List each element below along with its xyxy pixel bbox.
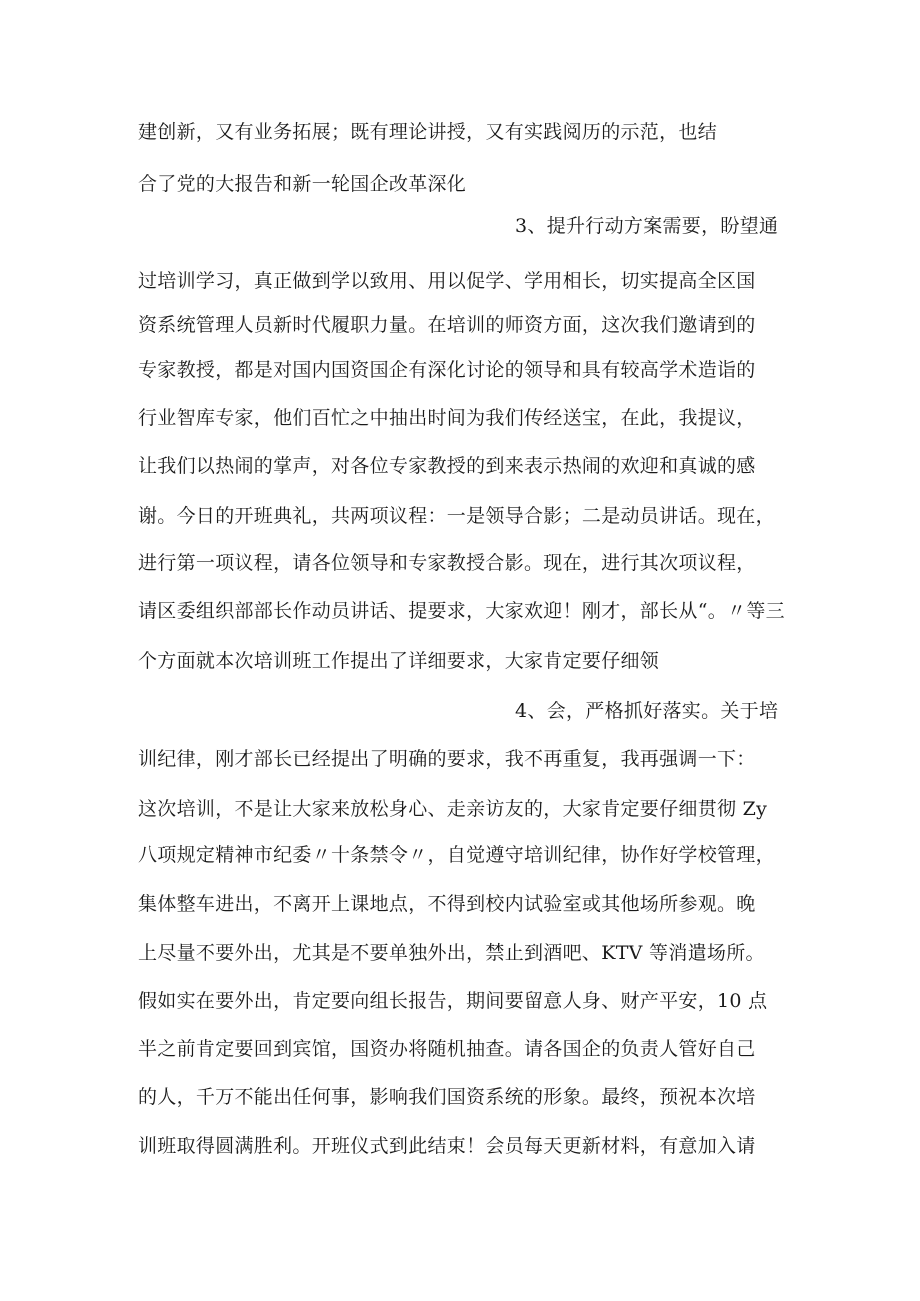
text-line-10: 进行第一项议程，请各位领导和专家教授合影。现在，进行其次项议程，: [138, 552, 756, 574]
text-line-1: 建创新，又有业务拓展；既有理论讲授，又有实践阅历的示范，也结: [138, 121, 718, 143]
text-line-22: 训班取得圆满胜利。开班仪式到此结束！会员每天更新材料，有意加入请: [138, 1135, 756, 1157]
text-line-7: 行业智库专家，他们百忙之中抽出时间为我们传经送宝，在此，我提议，: [138, 407, 756, 429]
text-line-20: 半之前肯定要回到宾馆，国资办将随机抽查。请各国企的负责人管好自己: [138, 1038, 756, 1060]
text-line-6: 专家教授，都是对国内国资国企有深化讨论的领导和具有较高学术造诣的: [138, 359, 756, 381]
text-line-15: 这次培训，不是让大家来放松身心、走亲访友的，大家肯定要仔细贯彻 Zy: [138, 798, 768, 820]
text-line-13: 4、会，严格抓好落实。关于培: [515, 700, 779, 722]
text-line-12: 个方面就本次培训班工作提出了详细要求，大家肯定要仔细领: [138, 650, 660, 672]
text-line-5: 资系统管理人员新时代履职力量。在培训的师资方面，这次我们邀请到的: [138, 314, 756, 336]
text-line-3: 3、提升行动方案需要，盼望通: [515, 215, 779, 237]
text-line-2: 合了党的大报告和新一轮国企改革深化: [138, 173, 467, 195]
text-line-21: 的人，千万不能出任何事，影响我们国资系统的形象。最终，预祝本次培: [138, 1086, 756, 1108]
text-line-8: 让我们以热闹的掌声，对各位专家教授的到来表示热闹的欢迎和真诚的感: [138, 455, 756, 477]
text-line-16: 八项规定精神市纪委〃十条禁令〃，自觉遵守培训纪律，协作好学校管理，: [138, 844, 775, 866]
text-line-9: 谢。今日的开班典礼，共两项议程：一是领导合影；二是动员讲话。现在，: [138, 505, 775, 527]
text-line-18: 上尽量不要外出，尤其是不要单独外出，禁止到酒吧、KTV 等消遣场所。: [138, 942, 765, 964]
text-line-11: 请区委组织部部长作动员讲话、提要求，大家欢迎！刚才，部长从“。〃等三: [138, 600, 785, 622]
text-line-17: 集体整车进出，不离开上课地点，不得到校内试验室或其他场所参观。晚: [138, 893, 756, 915]
text-line-19: 假如实在要外出，肯定要向组长报告，期间要留意人身、财产平安，10 点: [138, 990, 768, 1012]
text-line-4: 过培训学习，真正做到学以致用、用以促学、学用相长，切实提高全区国: [138, 270, 756, 292]
text-line-14: 训纪律，刚才部长已经提出了明确的要求，我不再重复，我再强调一下：: [138, 748, 756, 770]
